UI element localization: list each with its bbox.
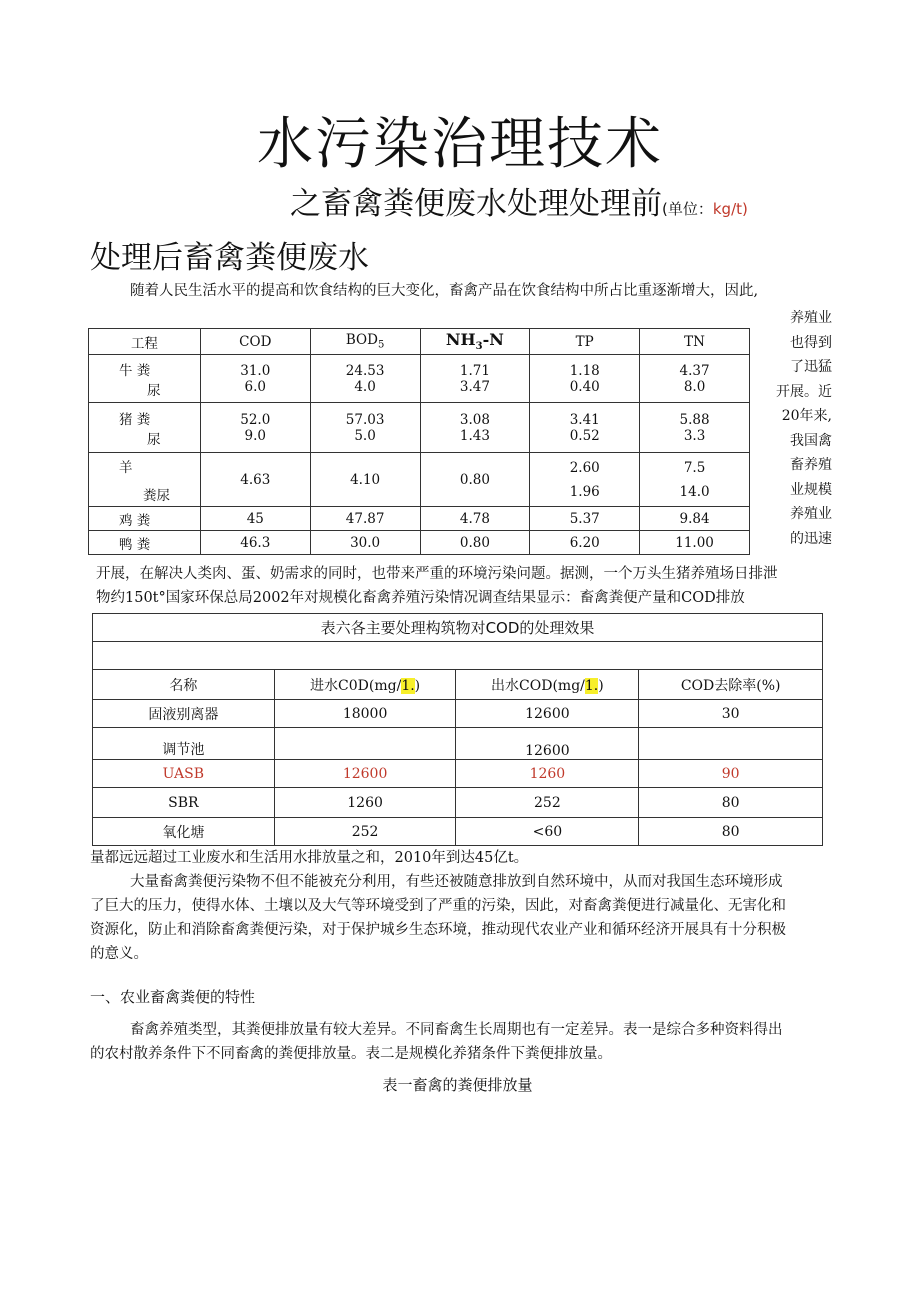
- header-cell: $BOD_5$: [310, 329, 420, 355]
- table-row: [89, 507, 750, 531]
- side-line: 也得到: [790, 334, 832, 351]
- table-row: [89, 403, 750, 453]
- row-label: 鸭 粪: [89, 531, 201, 555]
- cell: 30: [639, 700, 823, 728]
- cell: 调节池: [93, 728, 275, 760]
- side-text-column: [762, 306, 832, 551]
- header-cell: COD去除率(%): [639, 670, 823, 700]
- table-header-row: [93, 670, 823, 700]
- side-line: 的迅速: [790, 530, 832, 547]
- paragraph: 畜禽养殖类型，其粪便排放量有较大差异。不同畜禽生长周期也有一定差异。表一是综合多种资料得出 的农村散养条件下不同畜禽的粪便排放量。表二是规模化养猪条件下粪便排放量。: [90, 1022, 783, 1062]
- cod-treatment-table: [92, 613, 823, 846]
- paragraph-line: 开展，在解决人类肉、蛋、奶需求的同时，也带来严重的环境污染问题。据测，一个万头生猪养殖场日排泄: [96, 566, 778, 582]
- cell: [639, 728, 823, 760]
- side-line: 养殖业: [790, 506, 832, 522]
- table-header-row: [89, 329, 750, 355]
- cell: 11.00: [640, 531, 750, 555]
- cell: 氧化塘: [93, 818, 275, 846]
- cell: 80: [639, 788, 823, 818]
- cell: 0.80: [420, 531, 530, 555]
- side-line: 了迅猛: [790, 359, 832, 375]
- empty-row: [93, 642, 823, 670]
- cell: 46.3: [200, 531, 310, 555]
- document-subtitle: [290, 178, 748, 223]
- cell: 4.37 8.0: [640, 355, 750, 403]
- cell: 80: [639, 818, 823, 846]
- header-cell: 进水C0D(mg/1.): [274, 670, 456, 700]
- table-row: [93, 700, 823, 728]
- intro-paragraph: 随着人民生活水平的提高和饮食结构的巨大变化，畜禽产品在饮食结构中所占比重逐渐增大，因此,: [130, 283, 759, 299]
- table-caption: 表六各主要处理构筑物对COD的处理效果: [93, 614, 823, 642]
- header-cell: COD: [200, 329, 310, 355]
- table-caption: 表一畜禽的粪便排放量: [382, 1076, 533, 1094]
- cell: 31.0 6.0: [200, 355, 310, 403]
- cell: 18000: [274, 700, 456, 728]
- cell: 4.63: [200, 453, 310, 507]
- header-cell: TP: [530, 329, 640, 355]
- cell: 0.80: [420, 453, 530, 507]
- header-cell: $NH_3-N$: [420, 329, 530, 355]
- subtitle-unit: (单位：kg/t): [662, 200, 748, 218]
- row-label: 猪 粪 尿: [89, 403, 201, 453]
- cell: 12600: [274, 760, 456, 788]
- cell: 3.41 0.52: [530, 403, 640, 453]
- cell: 2.60 1.96: [530, 453, 640, 507]
- row-label: 羊 粪尿: [89, 453, 201, 507]
- cell: 6.20: [530, 531, 640, 555]
- cell: 252: [456, 788, 639, 818]
- table-row: [93, 728, 823, 760]
- side-line: 开展。近: [776, 383, 832, 400]
- subtitle-text: 之畜禽粪便废水处理处理前: [290, 186, 662, 222]
- table-row: [93, 788, 823, 818]
- subtitle-unit-value: kg/t): [712, 200, 748, 218]
- cell: 45: [200, 507, 310, 531]
- table-row: [89, 531, 750, 555]
- cell: 1.18 0.40: [530, 355, 640, 403]
- cell: 1260: [274, 788, 456, 818]
- cell: 4.78: [420, 507, 530, 531]
- cell: 52.0 9.0: [200, 403, 310, 453]
- paragraph-line: 物约150t°国家环保总局2002年对规模化畜禽养殖污染情况调查结果显示：畜禽粪便产量和COD排放: [96, 590, 745, 606]
- document-title: 水污染治理技术: [257, 112, 663, 177]
- cell: 4.10: [310, 453, 420, 507]
- cell: SBR: [93, 788, 275, 818]
- cell: 47.87: [310, 507, 420, 531]
- cell: 1.71 3.47: [420, 355, 530, 403]
- side-line: 养殖业: [790, 310, 832, 326]
- header-cell: 出水COD(mg/1.): [456, 670, 639, 700]
- table-row: [89, 453, 750, 507]
- paragraph: 大量畜禽粪便污染物不但不能被充分利用，有些还被随意排放到自然环境中，从而对我国生态环境形成 了巨大的压力，使得水体、土壤以及大气等环境受到了严重的污染，因此，对畜禽粪便进行减量化、无害化和 资源化，防止和消除畜禽粪便污染，对于保护城乡生态环境，推动现代农业产业和循环经济开展具有十分积极 的意义。: [90, 874, 786, 962]
- cell: 12600: [456, 700, 639, 728]
- paragraph-line: 量都远远超过工业废水和生活用水排放量之和，2010年到达45亿t。: [90, 850, 529, 866]
- manure-pollutant-table: [88, 328, 750, 555]
- cell: 12600: [456, 728, 639, 760]
- cell: 固液别离器: [93, 700, 275, 728]
- header-cell: TN: [640, 329, 750, 355]
- cell: 1260: [456, 760, 639, 788]
- side-line: 畜养殖: [790, 457, 832, 473]
- section-heading: 处理后畜禽粪便废水: [90, 240, 369, 276]
- cell: 252: [274, 818, 456, 846]
- table-row: [89, 355, 750, 403]
- cell: 5.37: [530, 507, 640, 531]
- side-line: 20年来,: [781, 408, 832, 424]
- cell: 30.0: [310, 531, 420, 555]
- table-row: [93, 760, 823, 788]
- cell: [274, 728, 456, 760]
- cell: 57.03 5.0: [310, 403, 420, 453]
- cell: 90: [639, 760, 823, 788]
- cell: 24.53 4.0: [310, 355, 420, 403]
- header-cell: 工程: [89, 329, 201, 355]
- cell: 5.88 3.3: [640, 403, 750, 453]
- cell: <60: [456, 818, 639, 846]
- row-label: 鸡 粪: [89, 507, 201, 531]
- cell: UASB: [93, 760, 275, 788]
- header-cell: 名称: [93, 670, 275, 700]
- section-heading: 一、农业畜禽粪便的特性: [90, 988, 256, 1006]
- side-line: 我国禽: [790, 432, 832, 449]
- cell: 7.5 14.0: [640, 453, 750, 507]
- row-label: 牛 粪 尿: [89, 355, 201, 403]
- cell: 3.08 1.43: [420, 403, 530, 453]
- side-line: 业规模: [790, 481, 832, 498]
- table-row: [93, 818, 823, 846]
- cell: 9.84: [640, 507, 750, 531]
